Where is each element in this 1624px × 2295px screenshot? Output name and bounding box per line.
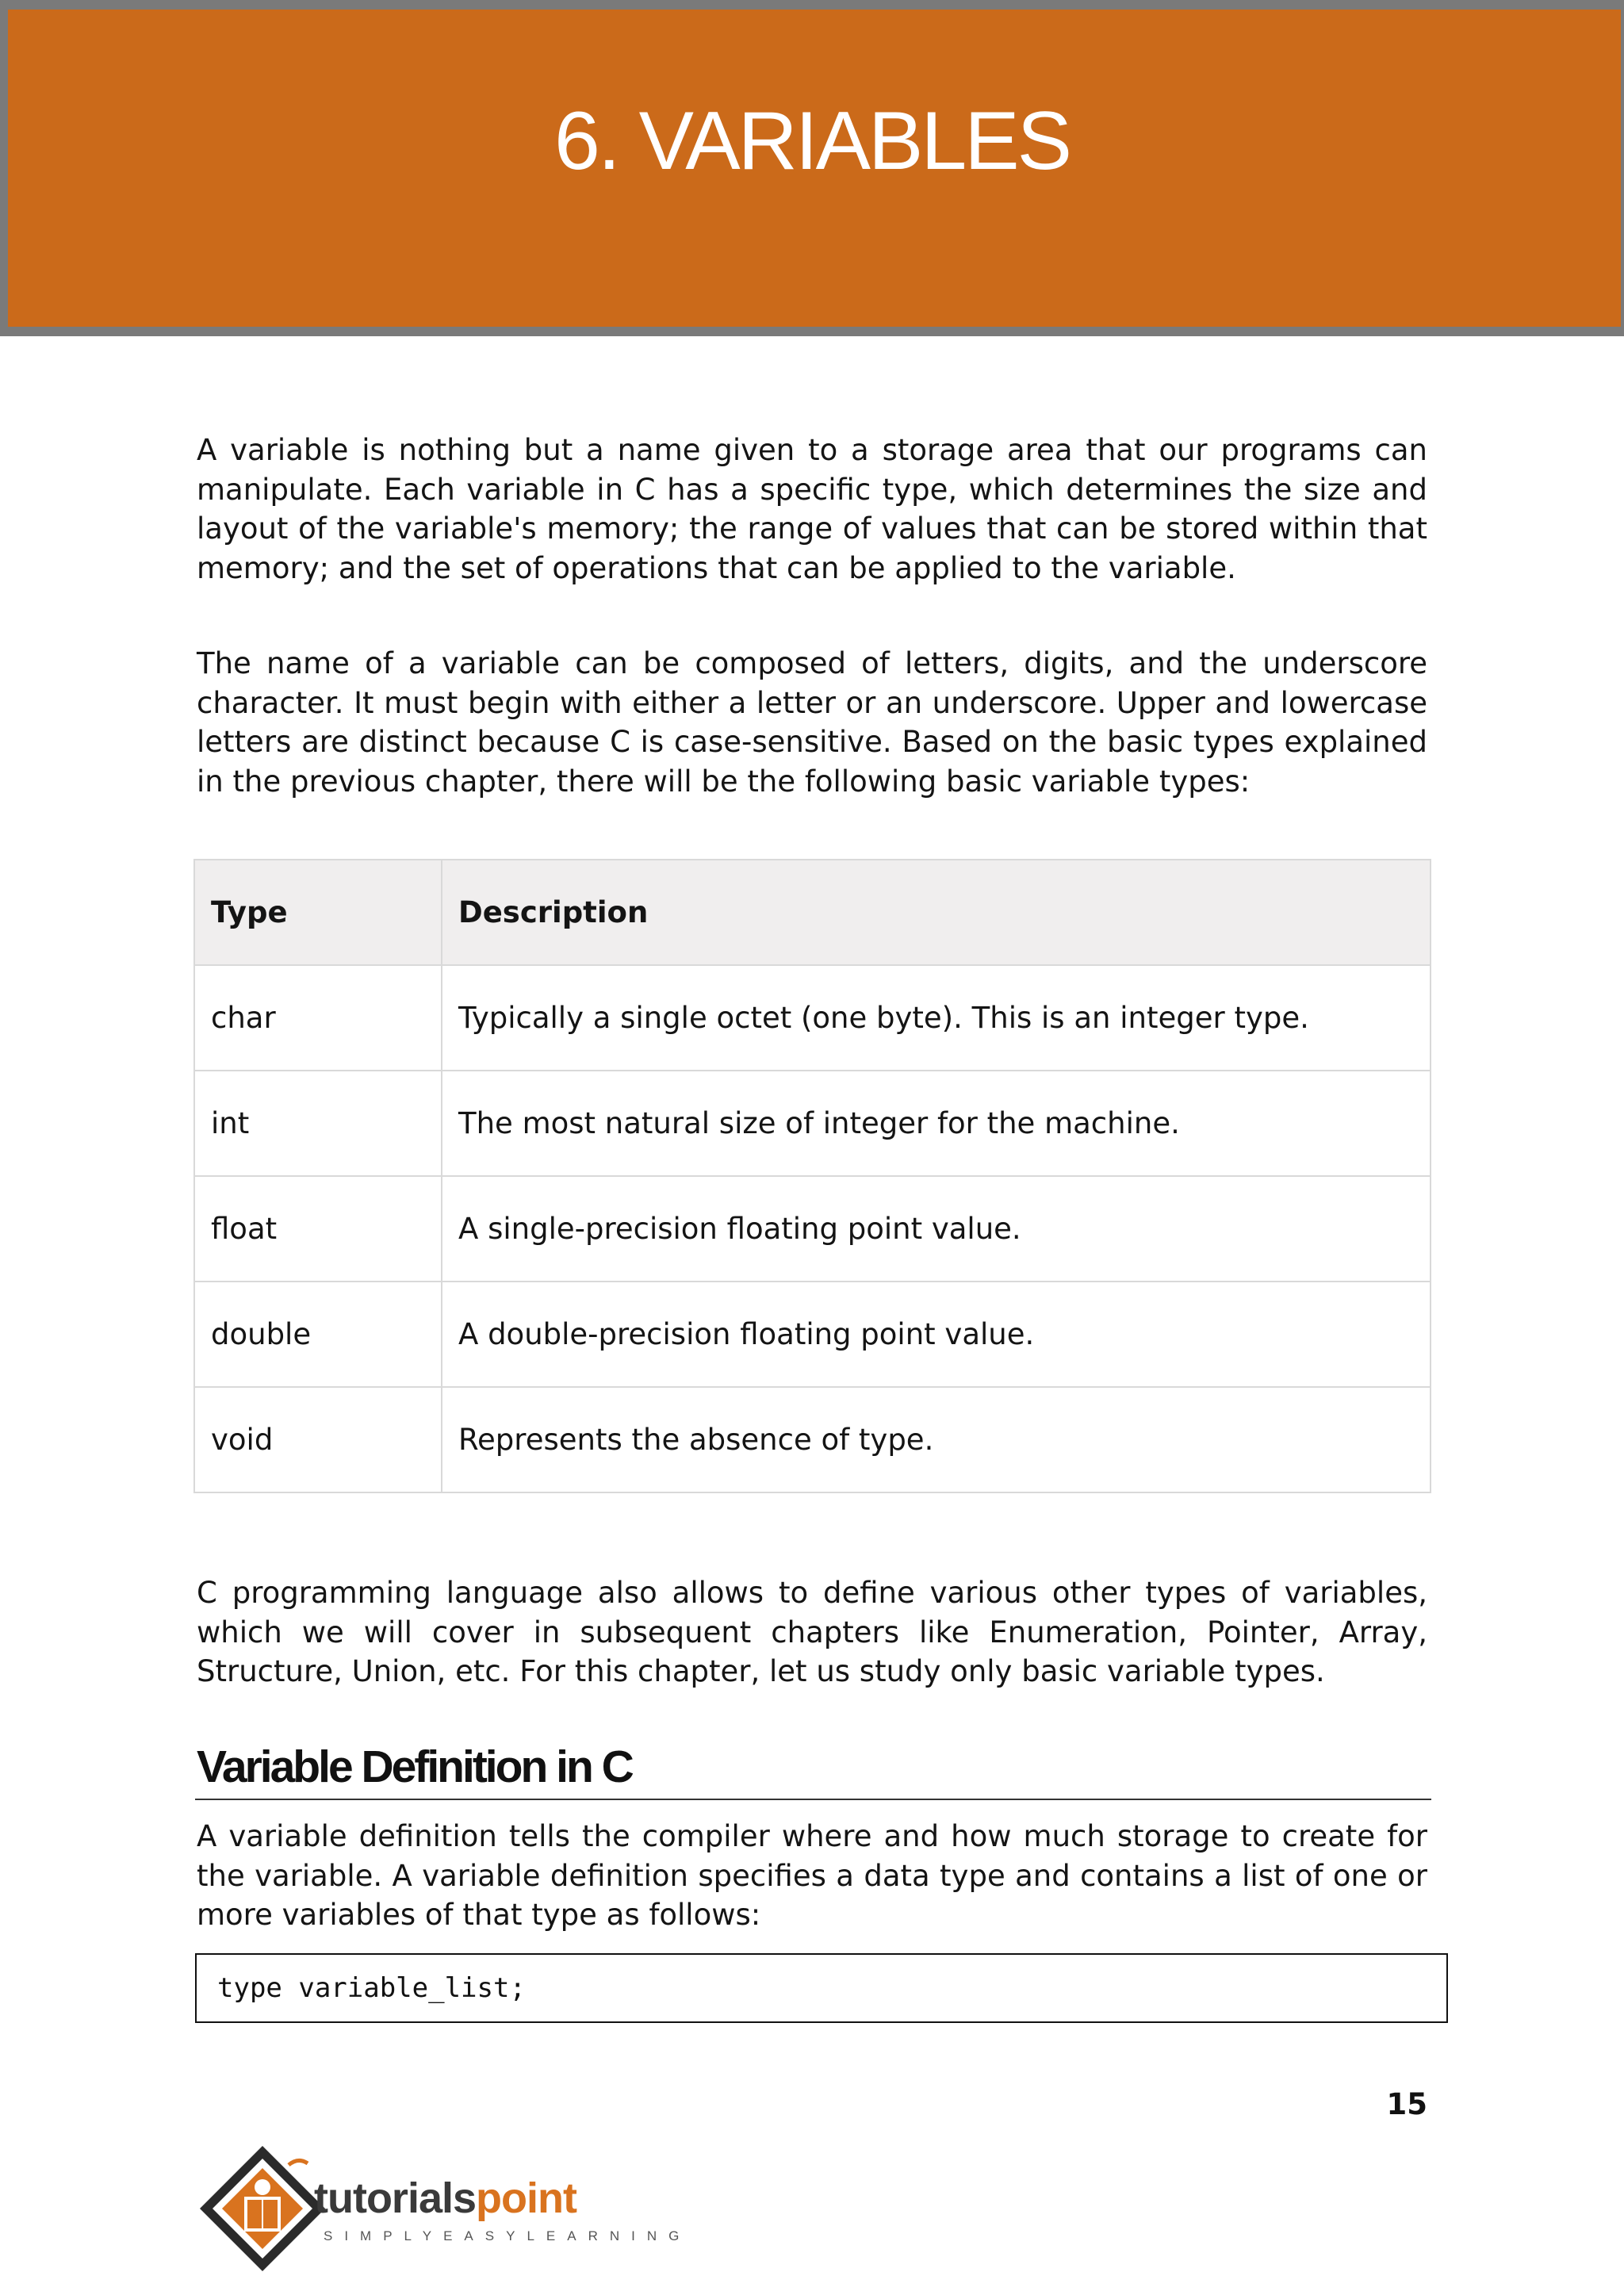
type-cell: float — [194, 1176, 442, 1282]
after-table-paragraph: C programming language also allows to define various other types of variables, which we will cover in subsequent chapters like Enumeration, Pointer, Array, Structure, Union, etc. For this chapter, let us study only basic variable types. — [197, 1576, 1427, 1688]
type-cell: double — [194, 1282, 442, 1387]
table-header-type: Type — [194, 860, 442, 965]
table-header-description: Description — [442, 860, 1431, 965]
section-paragraph: A variable definition tells the compiler where and how much storage to create for the variable. A variable definition specifies a data type and contains a list of one or more variables of that type as follows: — [197, 1819, 1427, 1932]
description-cell: Typically a single octet (one byte). This is an integer type. — [442, 965, 1431, 1071]
table-header-row — [194, 860, 1431, 965]
variable-types-table — [193, 859, 1431, 1493]
logo-diamond-icon — [195, 2141, 330, 2276]
type-cell: char — [194, 965, 442, 1071]
description-cell: The most natural size of integer for the machine. — [442, 1071, 1431, 1176]
intro-paragraph-1: A variable is nothing but a name given to a storage area that our programs can manipulate. Each variable in C has a specific type, which determines the size and layout of the variable's memory; the range of values that can be stored within that memory; and the set of operations that can be applied to the variable. — [197, 433, 1427, 585]
table-row — [194, 965, 1431, 1071]
chapter-title: 6. VARIABLES — [554, 95, 1070, 187]
table-row — [194, 1176, 1431, 1282]
description-cell: Represents the absence of type. — [442, 1387, 1431, 1492]
logo-tagline: SIMPLYEASYLEARNING — [324, 2228, 691, 2243]
description-cell: A single-precision floating point value. — [442, 1176, 1431, 1282]
section-heading: Variable Definition in C — [197, 1741, 632, 1792]
logo-wordmark: tutorialspoint — [314, 2174, 576, 2222]
table-row — [194, 1071, 1431, 1176]
intro-paragraph-2: The name of a variable can be composed of letters, digits, and the underscore character. It must begin with either a letter or an underscore. Upper and lowercase letters are distinct because C is case-sensitive. Based on the basic types explained in the previous chapter, there will be the following basic variable types: — [197, 646, 1427, 799]
type-cell: void — [194, 1387, 442, 1492]
table-row — [194, 1387, 1431, 1492]
code-block: type variable_list; — [195, 1953, 1448, 2023]
type-cell: int — [194, 1071, 442, 1176]
page-number: 15 — [1386, 2087, 1427, 2121]
heading-underline — [195, 1799, 1431, 1800]
description-cell: A double-precision floating point value. — [442, 1282, 1431, 1387]
tutorialspoint-logo — [195, 2141, 691, 2276]
table-row — [194, 1282, 1431, 1387]
